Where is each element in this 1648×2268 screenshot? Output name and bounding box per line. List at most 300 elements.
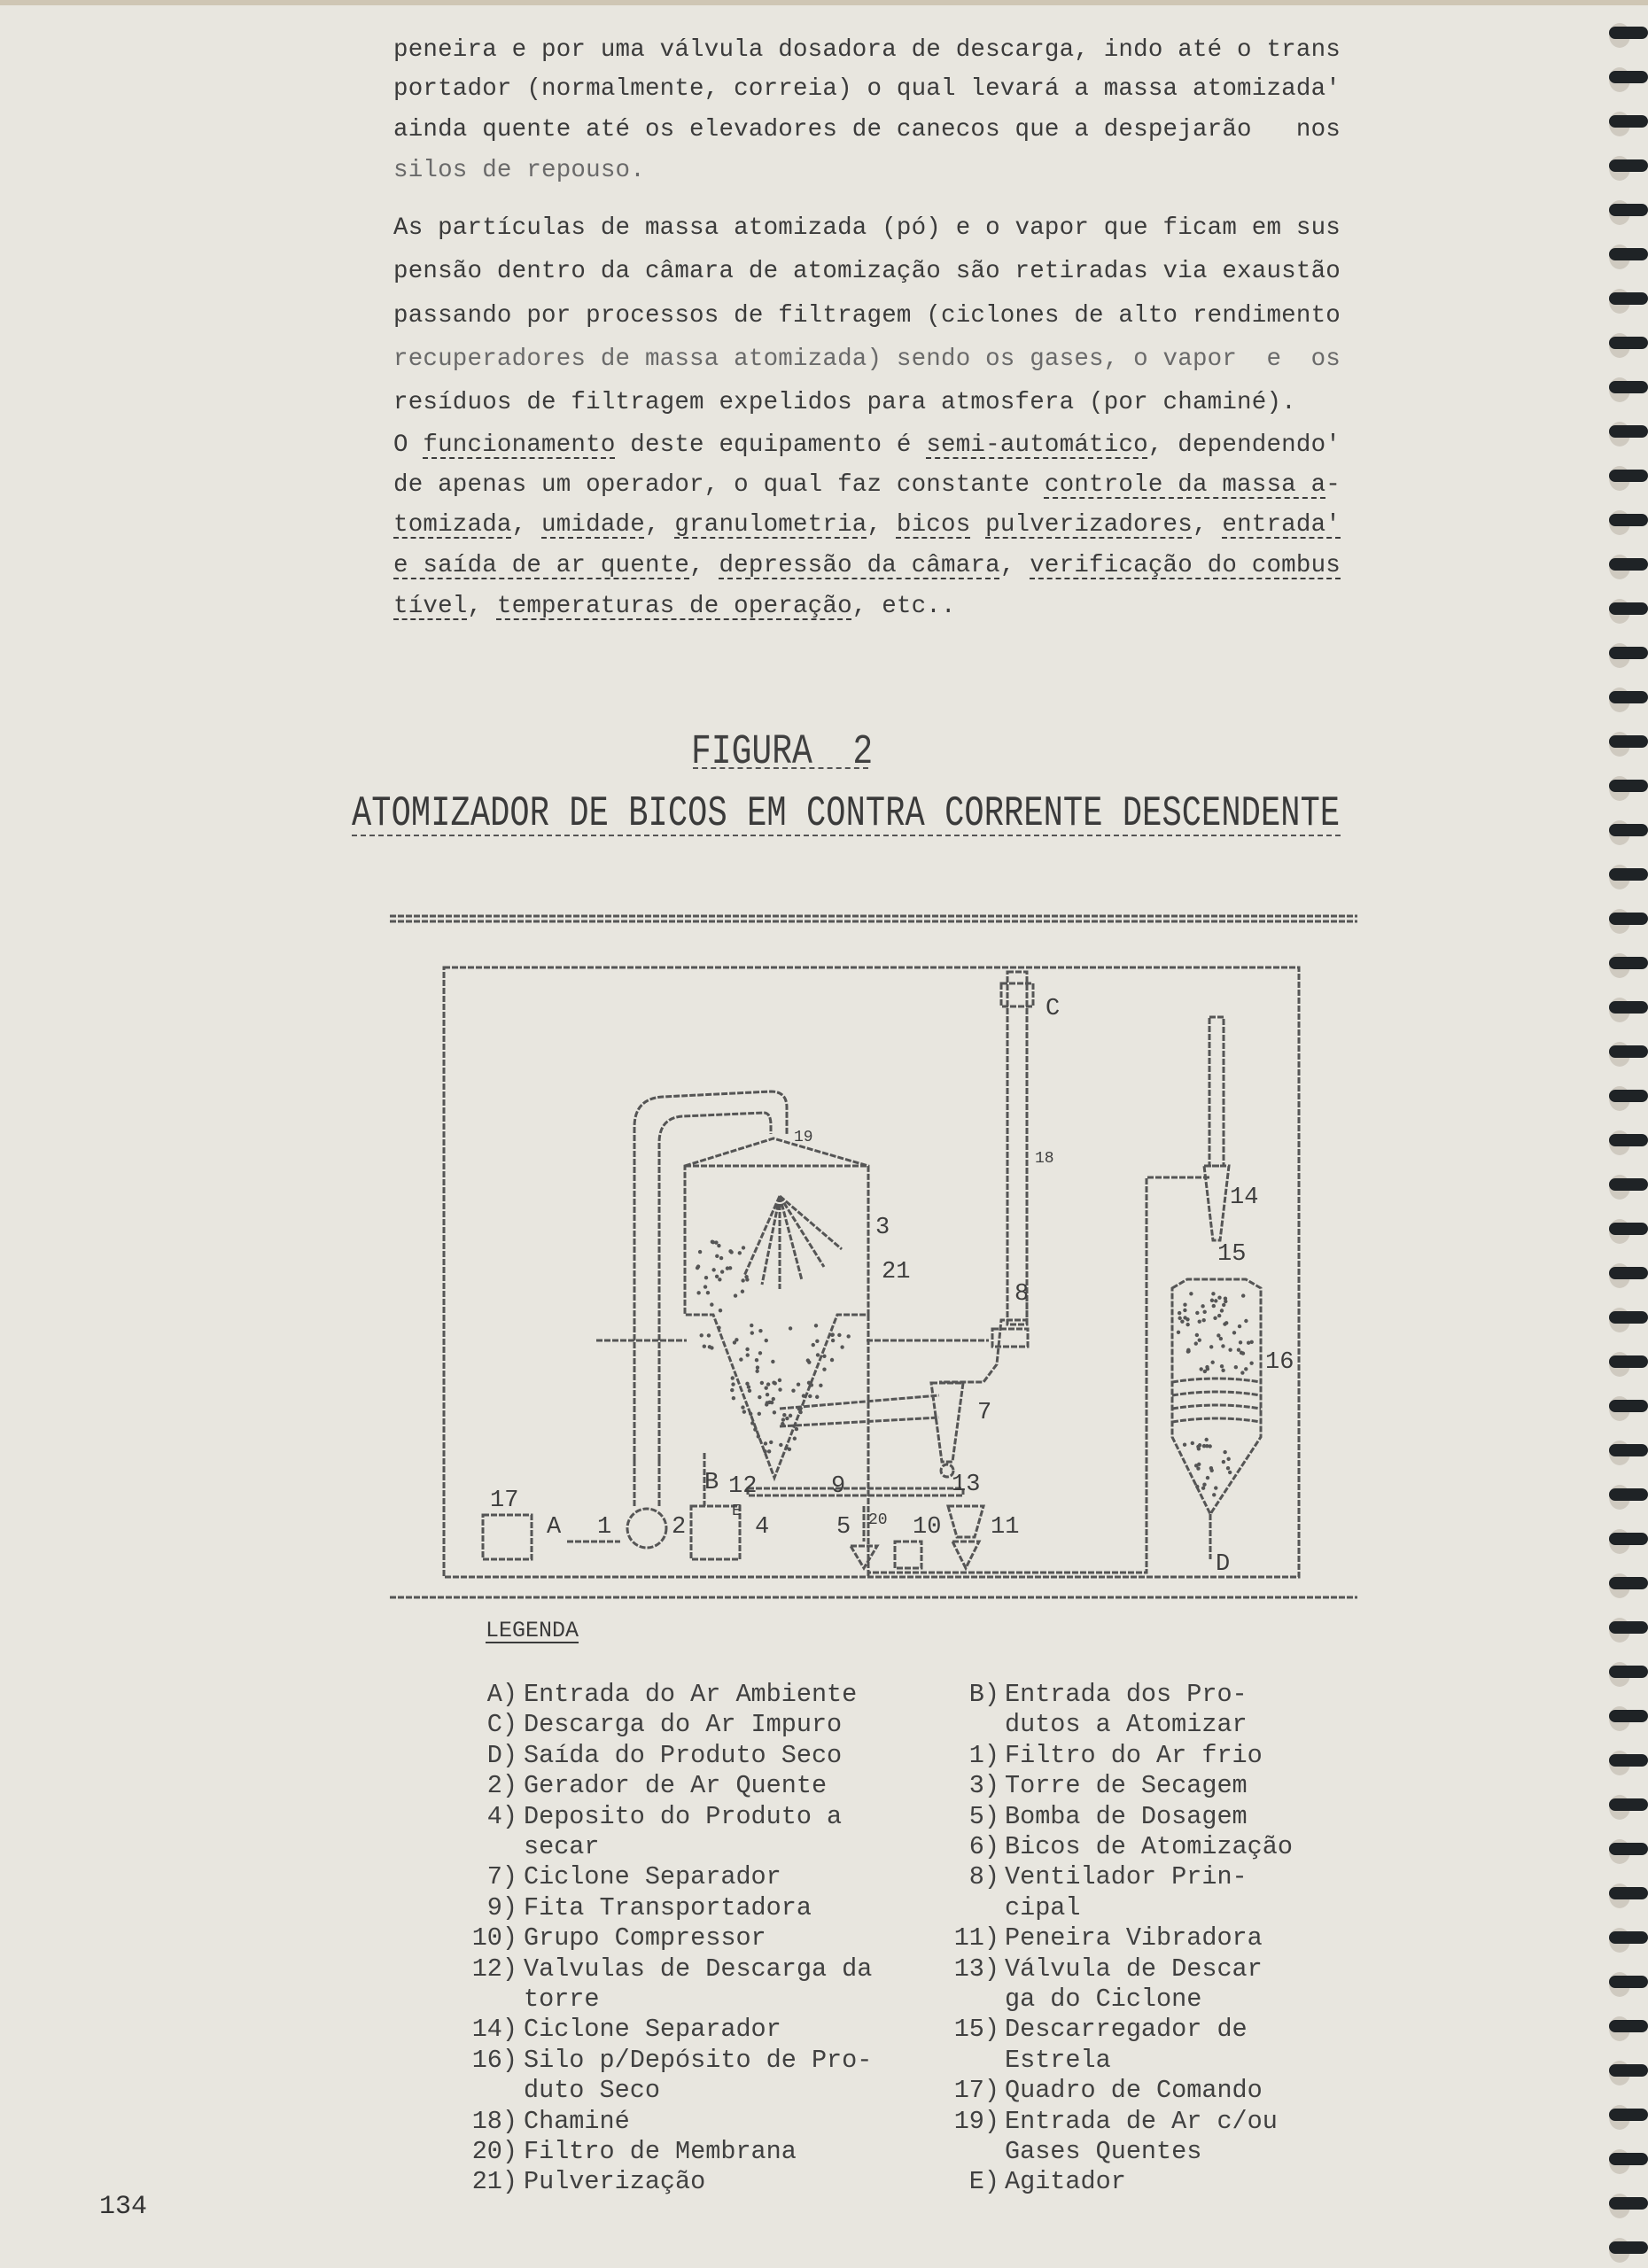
underlined-term: granulometria <box>674 511 867 539</box>
legend-item-text: Silo p/Depósito de Pro- <box>524 2045 873 2075</box>
text-line: passando por processos de filtragem (ciclones de alto rendimento <box>393 302 1341 330</box>
particle-dot <box>831 1332 835 1336</box>
spiral-loop <box>1609 2064 1648 2077</box>
particle-dot <box>1211 1292 1215 1295</box>
legend-item-text: Gerador de Ar Quente <box>524 1771 828 1801</box>
particle-dot <box>784 1446 788 1449</box>
figure-title: ATOMIZADOR DE BICOS EM CONTRA CORRENTE DESCENDENTE <box>352 790 1341 839</box>
particle-dot <box>1185 1323 1189 1326</box>
spiral-loop <box>1609 957 1648 969</box>
spiral-loop <box>1609 1311 1648 1324</box>
particle-dot <box>1202 1310 1206 1314</box>
legend-item-text: torre <box>524 1984 600 2014</box>
legend-item-text: Entrada do Ar Ambiente <box>524 1680 858 1709</box>
particle-dot <box>758 1329 762 1332</box>
legend-item-text: Filtro de Membrana <box>524 2137 797 2166</box>
legend-item-text: Fita Transportadora <box>524 1892 812 1922</box>
label-1: 1 <box>597 1514 612 1541</box>
particle-dot <box>1183 1443 1186 1447</box>
particle-dot <box>719 1309 722 1312</box>
spiral-loop <box>1609 1533 1648 1545</box>
text-segment: de apenas um operador, o qual faz constante <box>393 471 1045 499</box>
particle-dot <box>758 1351 762 1355</box>
text-segment: , dependendo' <box>1147 431 1341 459</box>
spiral-loop <box>1609 1223 1648 1235</box>
particle-dot <box>1212 1493 1216 1496</box>
particle-dot <box>1237 1348 1240 1352</box>
legend-item-text: Bicos de Atomização <box>1005 1832 1293 1861</box>
particle-dot <box>719 1256 723 1260</box>
underlined-term: umidade <box>541 511 645 539</box>
particle-dot <box>773 1410 776 1414</box>
label-11: 11 <box>991 1514 1020 1541</box>
particle-dot <box>1228 1471 1232 1474</box>
particle-dot <box>812 1343 815 1347</box>
spiral-loop <box>1609 1754 1648 1767</box>
particle-dot <box>1223 1450 1226 1454</box>
spiral-loop <box>1609 1355 1648 1368</box>
legend-item-number: C) <box>486 1710 517 1740</box>
particle-dot <box>730 1388 734 1392</box>
particle-dot <box>744 1275 748 1278</box>
particle-dot <box>1183 1303 1186 1307</box>
particle-dot <box>1209 1466 1213 1470</box>
particle-dot <box>1234 1365 1238 1369</box>
legend-item-number: 12) <box>471 1953 517 1984</box>
particle-dot <box>746 1353 750 1356</box>
spiral-loop <box>1609 204 1648 216</box>
particle-dot <box>1185 1317 1189 1321</box>
particle-dot <box>782 1413 786 1417</box>
chimney <box>1007 972 1030 1324</box>
legend-item-text: Pulverização <box>524 2167 706 2197</box>
spiral-loop <box>1609 913 1648 925</box>
particle-dot <box>1186 1348 1190 1352</box>
particle-dot <box>1241 1293 1245 1297</box>
particle-dot <box>1241 1351 1245 1355</box>
particle-dot <box>1239 1340 1242 1344</box>
particle-dot <box>1209 1345 1213 1348</box>
particle-dot <box>745 1382 749 1386</box>
spiral-loop <box>1609 2109 1648 2121</box>
label-7: 7 <box>977 1400 992 1426</box>
particle-dot <box>1197 1463 1201 1466</box>
particle-dot <box>795 1427 798 1431</box>
particle-dot <box>765 1339 768 1342</box>
label-8: 8 <box>1014 1281 1030 1308</box>
legend-item-text: Descarregador de <box>1005 2015 1248 2045</box>
particle-dot <box>1201 1304 1204 1308</box>
particle-dot <box>798 1410 802 1414</box>
legend-item-number: 21) <box>471 2167 517 2197</box>
particle-dot <box>731 1382 735 1386</box>
legend-item-number: 2) <box>486 1771 517 1801</box>
particle-dot <box>837 1333 841 1337</box>
particle-dot <box>815 1395 819 1399</box>
label-E: E <box>732 1503 742 1520</box>
particle-dot <box>755 1370 758 1373</box>
particle-dot <box>1206 1476 1209 1480</box>
text-segment: , <box>999 552 1030 579</box>
text-segment: , etc.. <box>851 593 956 620</box>
label-15: 15 <box>1217 1241 1247 1268</box>
particle-dot <box>1212 1304 1216 1308</box>
particle-dot <box>750 1331 754 1334</box>
label-19: 19 <box>794 1129 813 1146</box>
particle-dot <box>703 1344 706 1348</box>
legend-item-text: Filtro do Ar frio <box>1005 1740 1263 1770</box>
silo-layers <box>1172 1379 1261 1422</box>
spiral-loop <box>1609 1444 1648 1456</box>
text-segment: , <box>1192 511 1223 539</box>
legend-item-text: Ventilador Prin- <box>1005 1862 1248 1892</box>
text-segment: deste equipamento é <box>615 431 927 459</box>
label-B: B <box>704 1470 719 1496</box>
label-2: 2 <box>672 1514 687 1541</box>
legend-item-number: A) <box>486 1680 517 1709</box>
legend-item-text: cipal <box>1005 1892 1081 1922</box>
control-panel <box>483 1515 532 1559</box>
spray-jets <box>744 1196 842 1289</box>
legend-item-number: D) <box>486 1740 517 1770</box>
label-17: 17 <box>490 1487 519 1514</box>
particle-dot <box>1210 1299 1214 1302</box>
particle-dot <box>802 1394 805 1397</box>
particle-dot <box>717 1244 720 1247</box>
legend-item-text: Grupo Compressor <box>524 1923 766 1953</box>
particle-dot <box>698 1250 702 1254</box>
legend-item-text: Gases Quentes <box>1005 2137 1202 2166</box>
spiral-loop <box>1609 470 1648 482</box>
legend-item-text: Bomba de Dosagem <box>1005 1801 1248 1831</box>
label-18: 18 <box>1035 1150 1054 1168</box>
particle-dot <box>696 1291 700 1294</box>
particle-dot <box>748 1389 751 1393</box>
particle-dot <box>808 1394 812 1398</box>
spiral-loop <box>1609 2241 1648 2254</box>
legend-item-number: B) <box>968 1680 999 1709</box>
spiral-loop <box>1609 27 1648 39</box>
particle-dot <box>710 1302 713 1306</box>
particle-dot <box>1226 1466 1230 1470</box>
particle-dot <box>1222 1303 1225 1307</box>
drying-tower <box>685 1138 868 1478</box>
conveyor-belt <box>748 1488 963 1495</box>
spiral-loop <box>1609 514 1648 526</box>
spiral-loop <box>1609 71 1648 83</box>
particle-dot <box>797 1407 801 1410</box>
heater-riser <box>634 1460 659 1506</box>
legend-item-text: Entrada de Ar c/ou <box>1005 2106 1278 2136</box>
particle-dot <box>732 1396 735 1400</box>
particle-dot <box>1250 1340 1254 1344</box>
particle-dot <box>1214 1299 1217 1302</box>
particle-dot <box>720 1270 724 1273</box>
underlined-term: e saída de ar quente <box>393 552 690 579</box>
particle-dot <box>1240 1371 1244 1374</box>
spiral-loop <box>1609 1267 1648 1279</box>
spiral-loop <box>1609 337 1648 349</box>
underlined-term: temperaturas de operação <box>496 593 852 620</box>
particle-dot <box>806 1358 810 1362</box>
particle-dot <box>1204 1438 1208 1441</box>
particle-dot <box>760 1381 764 1385</box>
particle-dot <box>753 1427 757 1431</box>
diagram-inner-frame <box>444 967 1299 1577</box>
particle-dot <box>1195 1311 1199 1315</box>
underlined-term: entrada' <box>1222 511 1341 539</box>
text-line: resíduos de filtragem expelidos para atmosfera (por chaminé). <box>393 389 1296 416</box>
legend-item-number: 19) <box>953 2106 999 2136</box>
legend-item-number: 5) <box>968 1801 999 1831</box>
spiral-loop <box>1609 1488 1648 1501</box>
text-segment: , <box>511 511 542 539</box>
text-line: recuperadores de massa atomizada) sendo os gases, o vapor e os <box>393 346 1341 373</box>
particle-dot <box>1194 1341 1198 1345</box>
particle-dot <box>700 1333 704 1337</box>
legend-item-number: 4) <box>486 1801 517 1831</box>
particle-dot <box>696 1266 699 1270</box>
particle-dot <box>772 1397 775 1401</box>
legend-item-number: E) <box>968 2167 999 2197</box>
page-number: 134 <box>99 2192 148 2222</box>
legend-item-text: ga do Ciclone <box>1005 1984 1202 2014</box>
label-D: D <box>1216 1551 1231 1578</box>
particle-dot <box>711 1268 715 1271</box>
legend-item-number: 9) <box>486 1892 517 1922</box>
particle-dot <box>1195 1485 1199 1488</box>
spiral-loop <box>1609 1134 1648 1146</box>
spiral-loop <box>1609 647 1648 659</box>
particle-dot <box>704 1285 707 1288</box>
spiral-loop <box>1609 691 1648 703</box>
legend-item-number: 3) <box>968 1771 999 1801</box>
spiral-loop <box>1609 115 1648 128</box>
particle-dot <box>1201 1486 1205 1489</box>
legend-item-number: 11) <box>953 1923 999 1953</box>
label-5: 5 <box>836 1514 851 1541</box>
spiral-loop <box>1609 1621 1648 1634</box>
compressor <box>895 1542 921 1568</box>
particle-dot <box>706 1291 710 1294</box>
particle-dot <box>1178 1311 1181 1315</box>
particle-dot <box>1189 1292 1193 1295</box>
particle-dot <box>1219 1337 1223 1340</box>
particle-dot <box>738 1251 742 1254</box>
particle-dot <box>830 1358 834 1362</box>
spiral-loop <box>1609 2153 1648 2165</box>
particle-dot <box>1228 1348 1232 1351</box>
particle-dot <box>734 1293 737 1297</box>
particle-dot <box>726 1266 729 1270</box>
particle-dot <box>767 1449 771 1453</box>
particle-dot <box>1232 1331 1236 1334</box>
spiral-loop <box>1609 159 1648 172</box>
legend-item-text: Descarga do Ar Impuro <box>524 1710 843 1740</box>
legend-item-number: 13) <box>953 1953 999 1984</box>
text-line: As partículas de massa atomizada (pó) e o vapor que ficam em sus <box>393 214 1341 242</box>
legend-item-text: Valvulas de Descarga da <box>524 1953 873 1984</box>
particle-dot <box>714 1240 718 1244</box>
particle-dot <box>772 1381 775 1385</box>
particle-dot <box>1180 1319 1184 1323</box>
particle-dot <box>1244 1319 1248 1323</box>
particle-dot <box>733 1340 736 1344</box>
text-line: peneira e por uma válvula dosadora de descarga, indo até o trans <box>393 36 1341 64</box>
label-12: 12 <box>728 1473 758 1500</box>
legend-item-number: 10) <box>471 1923 517 1953</box>
particle-dot <box>758 1395 761 1399</box>
underlined-term: tomizada <box>393 511 512 539</box>
particle-dot <box>840 1345 843 1348</box>
particle-dot <box>791 1388 795 1392</box>
particle-dot <box>1224 1296 1227 1300</box>
particle-dot <box>741 1278 744 1282</box>
exhaust-pipe <box>1209 1017 1224 1166</box>
underlined-term: tível <box>393 593 468 620</box>
particle-dot <box>846 1334 850 1338</box>
label-4: 4 <box>755 1514 770 1541</box>
particle-dot <box>1217 1314 1221 1317</box>
particle-dot <box>747 1385 750 1388</box>
particle-dot <box>1224 1321 1228 1324</box>
underlined-term: controle da massa a <box>1044 471 1326 499</box>
particle-dot <box>778 1387 781 1391</box>
particle-dot <box>756 1365 759 1369</box>
legend-item-text: Saída do Produto Seco <box>524 1740 843 1770</box>
text-line: ainda quente até os elevadores de canecos que a despejarão nos <box>393 116 1341 144</box>
particle-dot <box>766 1382 770 1386</box>
underlined-term: depressão da câmara <box>719 552 1000 579</box>
spiral-loop <box>1609 1710 1648 1722</box>
spiral-loop <box>1609 1045 1648 1058</box>
legend-item-number: 17) <box>953 2076 999 2106</box>
particle-dot <box>1191 1441 1194 1445</box>
particle-dot <box>1238 1324 1241 1328</box>
spiral-loop <box>1609 425 1648 438</box>
spiral-loop <box>1609 602 1648 615</box>
particle-dot <box>1213 1317 1217 1320</box>
legend-item-text: Ciclone Separador <box>524 2015 781 2045</box>
text-line: pensão dentro da câmara de atomização são retiradas via exaustão <box>393 258 1341 285</box>
particle-dot <box>766 1393 769 1396</box>
legend-title: LEGENDA <box>486 1618 579 1643</box>
air-heater <box>627 1509 666 1548</box>
legend-item-number: 14) <box>471 2015 517 2045</box>
spiral-loop <box>1609 780 1648 792</box>
spiral-loop <box>1609 1798 1648 1811</box>
particle-dot <box>822 1367 826 1371</box>
particle-dot <box>1183 1309 1186 1312</box>
underlined-term: verificação do combus <box>1030 552 1341 579</box>
particle-dot <box>741 1405 744 1409</box>
particle-dot <box>708 1345 711 1348</box>
text-segment: , <box>867 511 897 539</box>
particle-dot <box>1210 1361 1214 1364</box>
legend-item-text: dutos a Atomizar <box>1005 1710 1248 1740</box>
particle-dot <box>1221 1369 1224 1372</box>
label-21: 21 <box>882 1259 911 1285</box>
particle-dot <box>1195 1333 1199 1337</box>
particle-dot <box>1198 1320 1201 1324</box>
particle-dot <box>785 1417 789 1420</box>
particle-dot <box>822 1355 826 1358</box>
label-C: C <box>1046 996 1061 1022</box>
particle-dot <box>1198 1338 1201 1341</box>
spiral-loop <box>1609 1178 1648 1191</box>
spiral-loop <box>1609 2020 1648 2032</box>
particle-dot <box>770 1401 773 1404</box>
particle-dot <box>1177 1331 1180 1334</box>
spiral-loop <box>1609 824 1648 836</box>
label-14: 14 <box>1230 1184 1259 1211</box>
particle-dot <box>718 1278 721 1281</box>
underlined-term: funcionamento <box>423 431 616 459</box>
particle-dot <box>1220 1364 1224 1368</box>
particle-dot <box>779 1443 782 1447</box>
particle-dot <box>749 1412 752 1416</box>
spiral-loop <box>1609 558 1648 571</box>
particle-dot <box>815 1340 819 1343</box>
particle-dot <box>715 1275 719 1278</box>
particle-dot <box>831 1339 835 1342</box>
legend-item-text: Peneira Vibradora <box>1005 1923 1263 1953</box>
legend-item-text: Estrela <box>1005 2045 1111 2075</box>
particle-dot <box>778 1379 781 1382</box>
spiral-loop <box>1609 1577 1648 1589</box>
label-10: 10 <box>913 1514 942 1541</box>
legend-item-number: 15) <box>953 2015 999 2045</box>
particle-dot <box>781 1418 785 1421</box>
particle-dot <box>1205 1365 1209 1369</box>
particle-dot <box>729 1250 733 1254</box>
particle-dot <box>745 1348 749 1351</box>
underlined-term: bicos <box>896 511 971 539</box>
legend-item-number: 1) <box>968 1740 999 1770</box>
legend-item-text: Ciclone Separador <box>524 1862 781 1892</box>
legend-item-number: 18) <box>471 2106 517 2136</box>
text-segment: , <box>644 511 675 539</box>
spiral-loop <box>1609 1400 1648 1412</box>
label-16: 16 <box>1265 1349 1294 1376</box>
particle-dot <box>1202 1483 1206 1487</box>
text-segment: O <box>393 431 424 459</box>
particle-dot <box>789 1326 792 1330</box>
particle-dot <box>814 1324 818 1327</box>
spiral-loop <box>1609 1887 1648 1899</box>
label-A: A <box>547 1514 562 1541</box>
label-20: 20 <box>868 1511 888 1529</box>
spiral-loop <box>1609 2197 1648 2210</box>
particle-dot <box>789 1414 792 1418</box>
label-13: 13 <box>952 1472 981 1498</box>
legend-item-text: Entrada dos Pro- <box>1005 1680 1248 1709</box>
spiral-loop <box>1609 1931 1648 1944</box>
legend-item-text: Deposito do Produto a <box>524 1801 843 1831</box>
legend-item-number: 7) <box>486 1862 517 1892</box>
particle-dot <box>1222 1460 1225 1464</box>
particle-dot <box>731 1376 735 1379</box>
text-segment: - <box>1325 471 1341 499</box>
spiral-loop <box>1609 1090 1648 1102</box>
particle-dot <box>757 1434 760 1438</box>
particle-dot <box>1178 1317 1181 1320</box>
storage-silo <box>1172 1279 1261 1514</box>
particle-dot <box>763 1449 766 1453</box>
label-9: 9 <box>831 1473 846 1500</box>
particle-dot <box>816 1353 820 1356</box>
spiral-binding <box>1605 0 1648 2268</box>
